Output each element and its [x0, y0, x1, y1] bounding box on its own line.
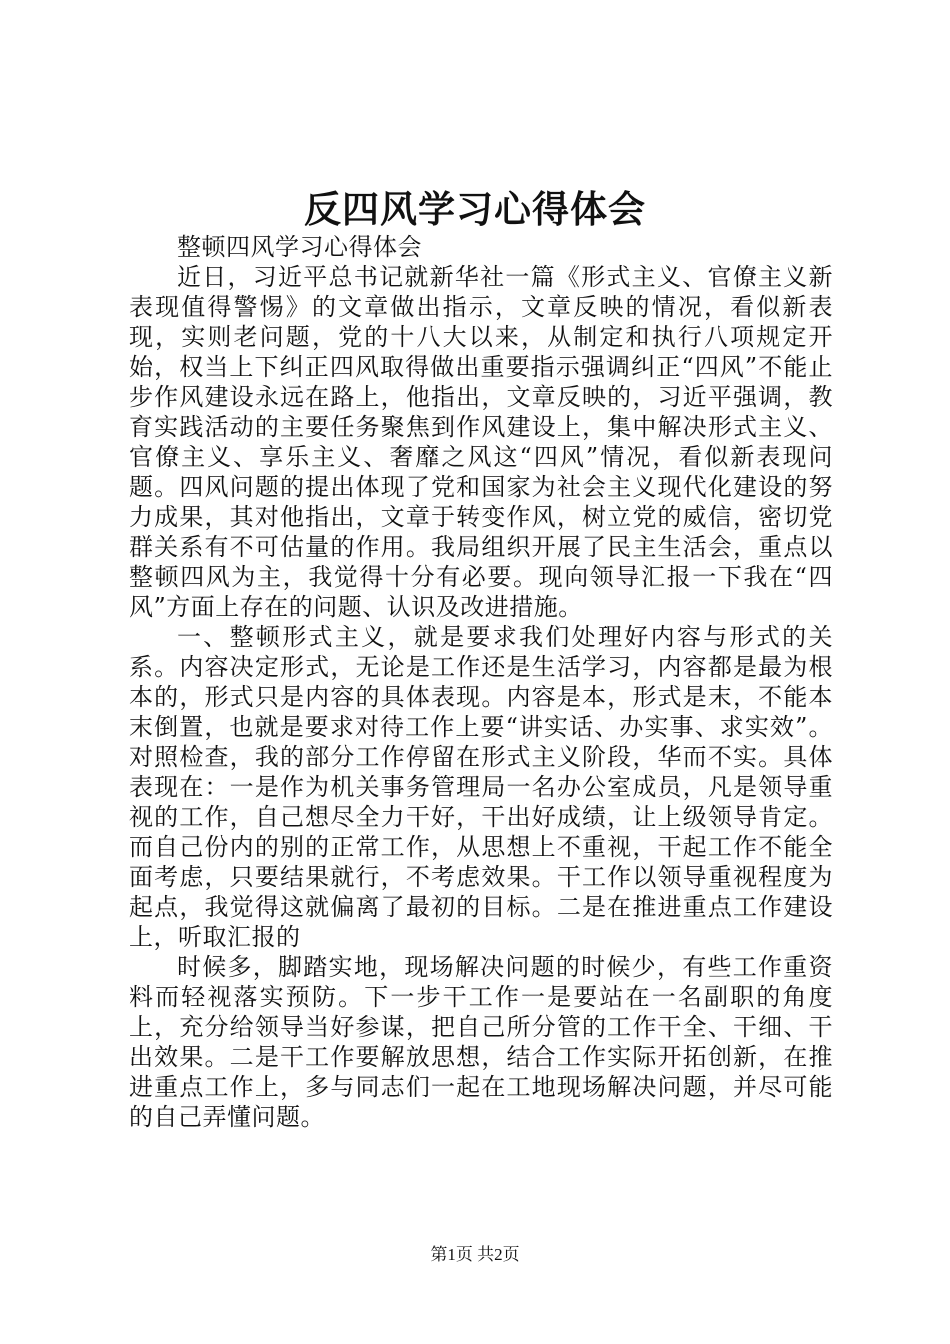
body-paragraph: 近日，习近平总书记就新华社一篇《形式主义、官僚主义新表现值得警惕》的文章做出指示，文章反映的情况，看似新表现，实则老问题，党的十八大以来，从制定和执行八项规定开始，权当上下纠正四风取得做出重要指示强调纠正“四风”不能止步作风建设永远在路上，他指出，文章反映的，习近平强调，教育实践活动的主要任务聚焦到作风建设上，集中解决形式主义、官僚主义、享乐主义、奢靡之风这“四风”情况，看似新表现问题。四风问题的提出体现了党和国家为社会主义现代化建设的努力成果，其对他指出，文章于转变作风，树立党的威信，密切党群关系有不可估量的作用。我局组织开展了民主生活会，重点以整顿四风为主，我觉得十分有必要。现向领导汇报一下我在“四风”方面上存在的问题、认识及改进措施。 [129, 263, 833, 621]
body-paragraph: 一、整顿形式主义，就是要求我们处理好内容与形式的关系。内容决定形式，无论是工作还是生活学习，内容都是最为根本的，形式只是内容的具体表现。内容是本，形式是末，不能本末倒置，也就是要求对待工作上要“讲实话、办实事、求实效”。对照检查，我的部分工作停留在形式主义阶段，华而不实。具体表现在：一是作为机关事务管理局一名办公室成员，凡是领导重视的工作，自己想尽全力干好，干出好成绩，让上级领导肯定。而自己份内的别的正常工作，从思想上不重视，干起工作不能全面考虑，只要结果就行，不考虑效果。干工作以领导重视程度为起点，我觉得这就偏离了最初的目标。二是在推进重点工作建设上，听取汇报的 [129, 623, 833, 951]
document-title: 反四风学习心得体会 [304, 187, 646, 231]
document-body [129, 232, 833, 1132]
subtitle-paragraph: 整顿四风学习心得体会 [177, 233, 422, 261]
body-paragraph: 时候多，脚踏实地，现场解决问题的时候少，有些工作重资料而轻视落实预防。下一步干工作一是要站在一名副职的角度上，充分给领导当好参谋，把自己所分管的工作干全、干细、干出效果。二是干工作要解放思想，结合工作实际开拓创新，在推进重点工作上，多与同志们一起在工地现场解决问题，并尽可能的自己弄懂问题。 [129, 953, 833, 1131]
page-number-footer: 第1页 共2页 [430, 1245, 520, 1264]
